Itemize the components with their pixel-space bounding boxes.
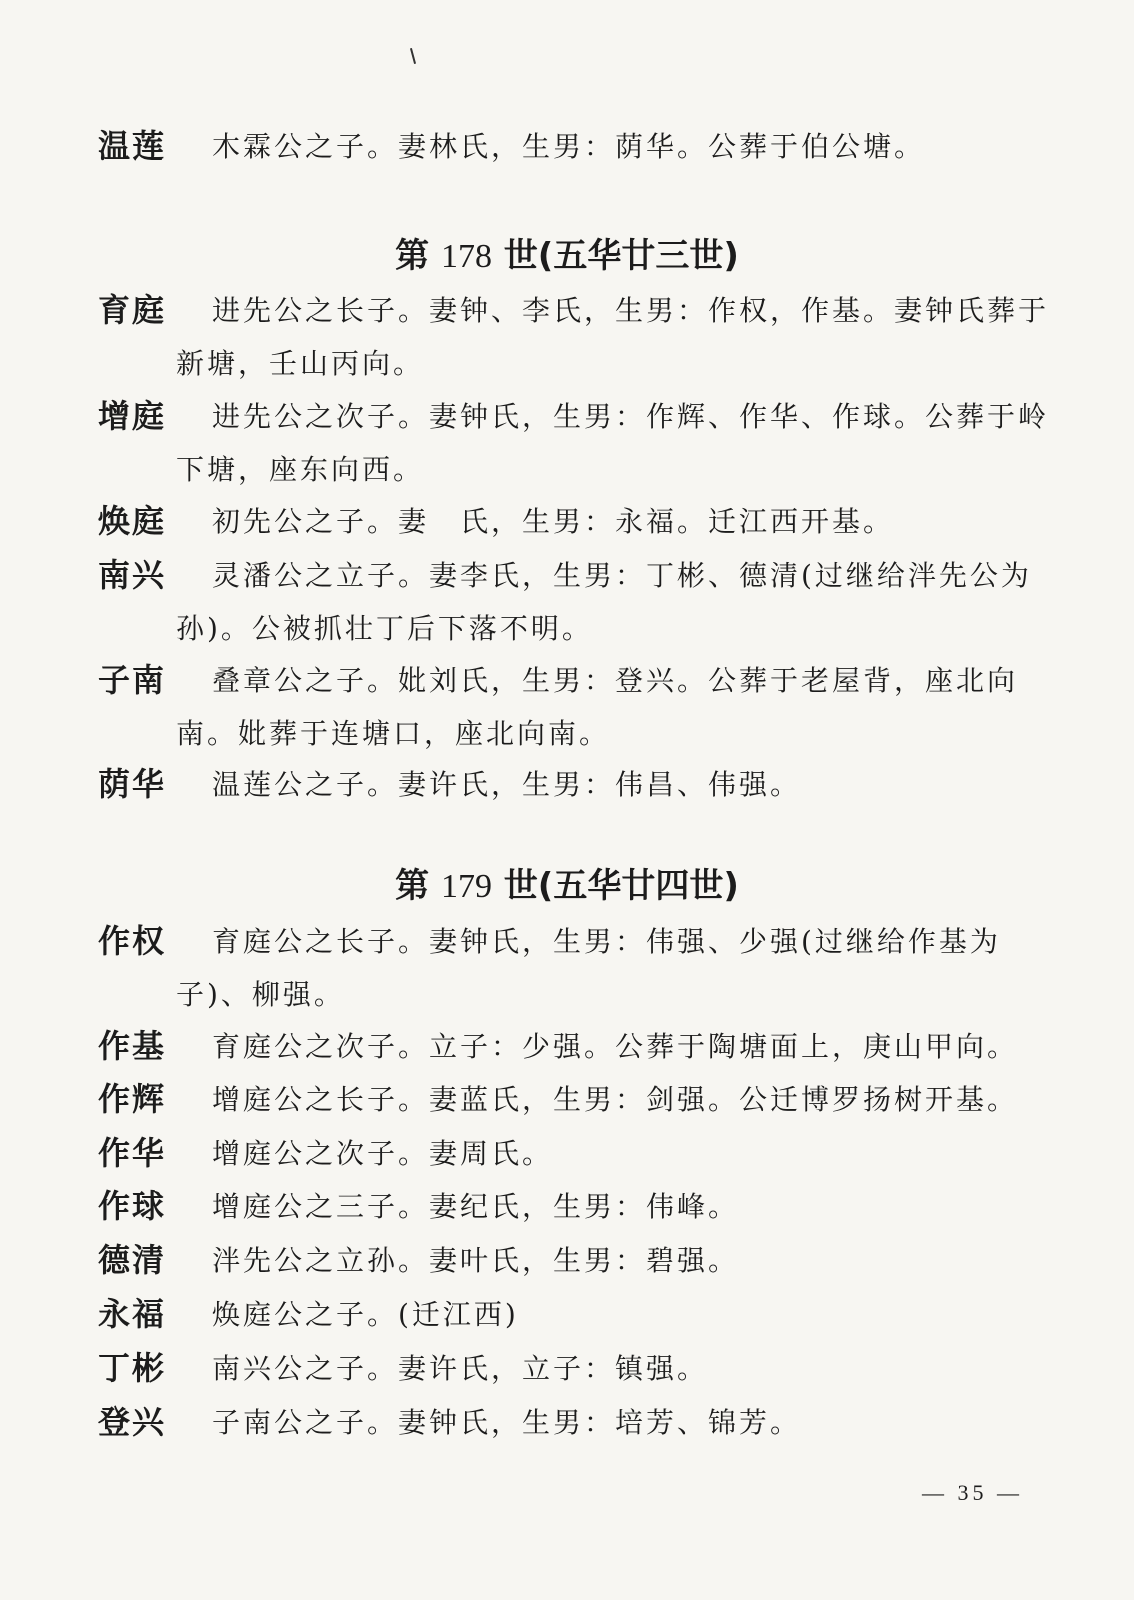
entry-text: 增庭公之长子。妻蓝氏，生男：剑强。公迁博罗扬树开基。 — [212, 1083, 1019, 1116]
page-number: — 35 — — [922, 1480, 1023, 1505]
entry — [98, 549, 1058, 655]
entry-text: 子南公之子。妻钟氏，生男：培芳、锦芳。 — [212, 1406, 802, 1439]
entry-name: 德清 — [98, 1241, 167, 1279]
entry — [98, 758, 1058, 811]
entry-name: 温莲 — [98, 127, 167, 165]
entry-text: 灵潘公之立子。妻李氏，生男：丁彬、德清(过继给泮先公为孙)。公被抓壮丁后下落不明。 — [176, 559, 1032, 645]
entry-text: 增庭公之次子。妻周氏。 — [212, 1137, 554, 1170]
entry — [98, 120, 1058, 173]
entry — [98, 1288, 1058, 1341]
entry-text: 育庭公之次子。立子：少强。公葬于陶塘面上，庚山甲向。 — [212, 1030, 1019, 1063]
entry-text: 进先公之次子。妻钟氏，生男：作辉、作华、作球。公葬于岭下塘，座东向西。 — [176, 400, 1050, 486]
entry-text: 增庭公之三子。妻纪氏，生男：伟峰。 — [212, 1190, 740, 1223]
entry-text: 进先公之长子。妻钟、李氏，生男：作权，作基。妻钟氏葬于新塘，壬山丙向。 — [176, 294, 1050, 380]
entry-name: 焕庭 — [98, 502, 167, 540]
generation-heading-179: 第 179 世(五华廿四世) — [395, 866, 739, 906]
entry — [98, 284, 1058, 390]
entry — [98, 1020, 1058, 1073]
entry-name: 作华 — [98, 1134, 167, 1172]
scan-mark — [410, 48, 416, 64]
entry — [98, 1180, 1058, 1233]
entry-text: 木霖公之子。妻林氏，生男：荫华。公葬于伯公塘。 — [212, 130, 926, 163]
entry-text: 叠章公之子。妣刘氏，生男：登兴。公葬于老屋背，座北向南。妣葬于连塘口，座北向南。 — [176, 664, 1019, 750]
entry-name: 作基 — [98, 1027, 167, 1065]
entry-text: 初先公之子。妻 氏，生男：永福。迁江西开基。 — [212, 505, 895, 538]
entry-name: 子南 — [98, 661, 167, 699]
entry-text: 温莲公之子。妻许氏，生男：伟昌、伟强。 — [212, 768, 802, 801]
entry-name: 作辉 — [98, 1080, 167, 1118]
entry — [98, 495, 1058, 548]
entry-text: 泮先公之立孙。妻叶氏，生男：碧强。 — [212, 1244, 740, 1277]
entry — [98, 654, 1058, 760]
entry-name: 永福 — [98, 1295, 167, 1333]
entry-text: 南兴公之子。妻许氏，立子：镇强。 — [212, 1352, 709, 1385]
entry — [98, 1396, 1058, 1449]
entry — [98, 1342, 1058, 1395]
generation-heading-178: 第 178 世(五华廿三世) — [395, 236, 739, 276]
entry-text: 焕庭公之子。(迁江西) — [212, 1298, 519, 1331]
entry-name: 登兴 — [98, 1403, 167, 1441]
entry — [98, 1073, 1058, 1126]
entry-name: 丁彬 — [98, 1349, 167, 1387]
entry-name: 荫华 — [98, 765, 167, 803]
entry-name: 作球 — [98, 1187, 167, 1225]
entry-name: 增庭 — [98, 397, 167, 435]
entry-name: 南兴 — [98, 556, 167, 594]
entry — [98, 1127, 1058, 1180]
entry-text: 育庭公之长子。妻钟氏，生男：伟强、少强(过继给作基为子)、柳强。 — [176, 925, 1001, 1011]
entry-name: 育庭 — [98, 291, 167, 329]
entry — [98, 1234, 1058, 1287]
entry — [98, 390, 1058, 496]
entry-name: 作权 — [98, 922, 167, 960]
entry — [98, 915, 1058, 1021]
